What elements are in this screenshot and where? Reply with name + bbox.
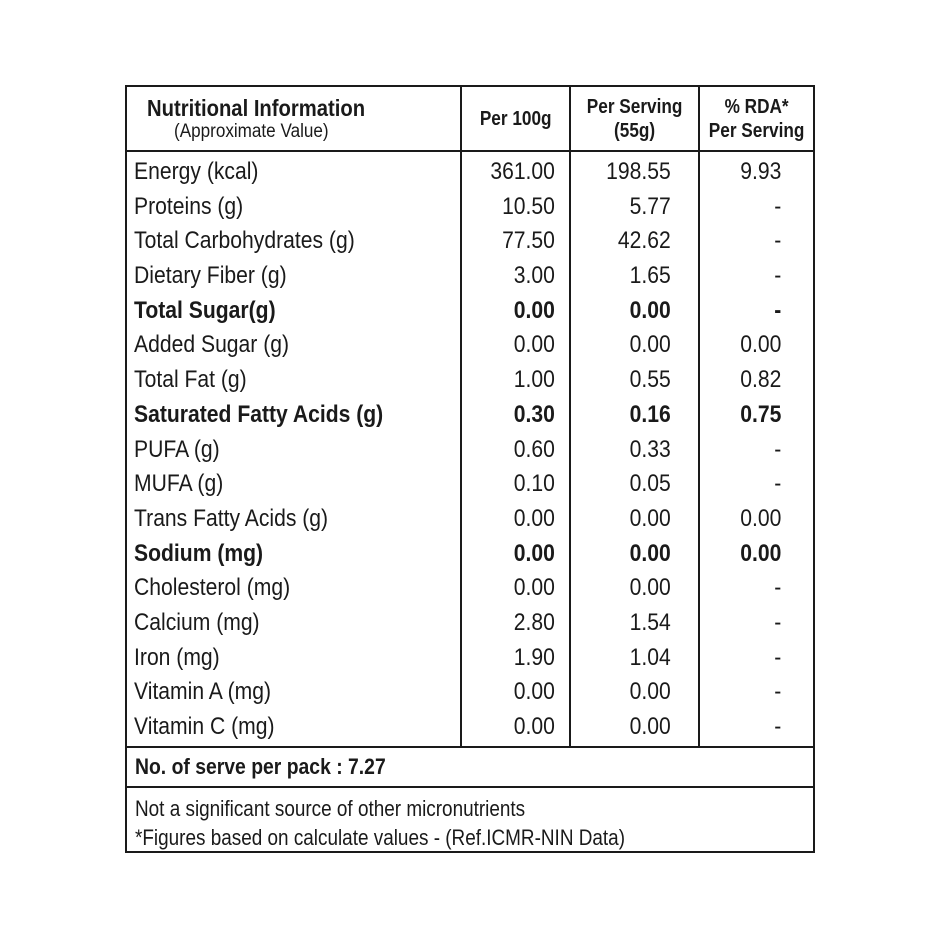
per100-value: 0.00	[513, 539, 555, 567]
nutrient-name: Cholesterol (mg)	[134, 574, 291, 602]
nutrient-name: Vitamin C (mg)	[134, 713, 275, 740]
serving-value: 198.55	[606, 158, 671, 185]
rda-value: 0.75	[740, 400, 782, 428]
serving-value: 0.00	[629, 296, 671, 324]
rda-value: 0.00	[740, 331, 782, 359]
nutrient-name: Total Carbohydrates (g)	[134, 227, 355, 255]
nutrient-name: PUFA (g)	[134, 435, 220, 463]
per100-value: 0.10	[513, 470, 555, 498]
serving-value: 1.65	[629, 262, 671, 290]
footnotes	[127, 788, 813, 852]
nutrient-name: Calcium (mg)	[134, 608, 260, 636]
serving-value: 0.00	[629, 539, 671, 567]
header-per100: Per 100g	[479, 107, 552, 130]
per100-value: 10.50	[502, 192, 555, 220]
serving-value: 0.00	[629, 713, 671, 740]
per100-value: 0.30	[513, 400, 555, 428]
rda-value: -	[774, 296, 782, 324]
rda-value: -	[774, 678, 782, 706]
nutrient-name: Iron (mg)	[134, 643, 220, 671]
serving-column	[569, 152, 698, 746]
nutrient-name: Total Fat (g)	[134, 366, 247, 394]
serving-value: 0.16	[629, 400, 671, 428]
nutrient-name: Sodium (mg)	[134, 539, 264, 567]
rda-value: -	[774, 608, 782, 636]
serving-value: 5.77	[629, 192, 671, 220]
nutrient-name: Total Sugar(g)	[134, 296, 276, 324]
serves-per-pack-row	[127, 748, 813, 788]
nutrient-name-column	[127, 152, 460, 746]
per100-value: 0.00	[513, 574, 555, 602]
rda-value: -	[774, 574, 782, 602]
per100-value: 0.00	[513, 331, 555, 359]
nutrient-name: MUFA (g)	[134, 470, 224, 498]
nutrient-name: Trans Fatty Acids (g)	[134, 504, 329, 532]
rda-value: -	[774, 643, 782, 671]
per100-value: 2.80	[513, 608, 555, 636]
serving-value: 0.00	[629, 504, 671, 532]
per100-value: 0.00	[513, 678, 555, 706]
nutrient-name: Proteins (g)	[134, 192, 244, 220]
nutrient-name: Dietary Fiber (g)	[134, 262, 287, 290]
rda-value: 0.00	[740, 539, 782, 567]
rda-value: -	[774, 192, 782, 220]
nutrient-name: Vitamin A (mg)	[134, 678, 271, 706]
header-serving-line2: (55g)	[613, 119, 656, 142]
serving-value: 0.33	[629, 435, 671, 463]
rda-value: -	[774, 470, 782, 498]
serving-value: 0.05	[629, 470, 671, 498]
serves-per-pack: No. of serve per pack : 7.27	[135, 754, 386, 779]
table-title: Nutritional Information	[147, 94, 366, 121]
serving-value: 1.04	[629, 643, 671, 671]
serving-value: 0.00	[629, 331, 671, 359]
footnote-reference: *Figures based on calculate values - (Ref.ICMR-NIN Data)	[135, 825, 625, 850]
rda-value: -	[774, 227, 782, 255]
rda-column	[698, 152, 813, 746]
serving-value: 1.54	[629, 608, 671, 636]
rda-value: -	[774, 262, 782, 290]
rda-value: 0.82	[740, 366, 782, 394]
per100-column	[460, 152, 569, 746]
per100-value: 0.00	[513, 296, 555, 324]
per100-value: 0.00	[513, 504, 555, 532]
table-subtitle: (Approximate Value)	[174, 120, 329, 142]
serving-value: 0.00	[629, 678, 671, 706]
per100-value: 0.00	[513, 713, 555, 740]
per100-value: 361.00	[490, 158, 555, 185]
nutrient-name: Added Sugar (g)	[134, 331, 290, 359]
per100-value: 1.90	[513, 643, 555, 671]
serving-value: 0.55	[629, 366, 671, 394]
nutrient-name: Energy (kcal)	[134, 158, 259, 185]
per100-value: 3.00	[513, 262, 555, 290]
nutrition-label	[125, 85, 815, 853]
header-rda-line2: Per Serving	[708, 119, 805, 142]
per100-value: 1.00	[513, 366, 555, 394]
per100-value: 0.60	[513, 435, 555, 463]
header-title-cell	[127, 87, 460, 150]
rda-value: 0.00	[740, 504, 782, 532]
rda-value: 9.93	[740, 158, 782, 185]
table-header	[127, 87, 813, 152]
header-rda-cell	[698, 87, 813, 150]
rda-value: -	[774, 713, 782, 740]
serving-value: 42.62	[617, 227, 671, 255]
rda-value: -	[774, 435, 782, 463]
nutrient-name: Saturated Fatty Acids (g)	[134, 400, 384, 428]
header-serving-line1: Per Serving	[586, 95, 683, 118]
table-body	[127, 152, 813, 748]
header-per100-cell	[460, 87, 569, 150]
footnote-micronutrients: Not a significant source of other micronutrients	[135, 796, 526, 821]
header-rda-line1: % RDA*	[724, 95, 789, 118]
header-serving-cell	[569, 87, 698, 150]
per100-value: 77.50	[502, 227, 555, 255]
serving-value: 0.00	[629, 574, 671, 602]
